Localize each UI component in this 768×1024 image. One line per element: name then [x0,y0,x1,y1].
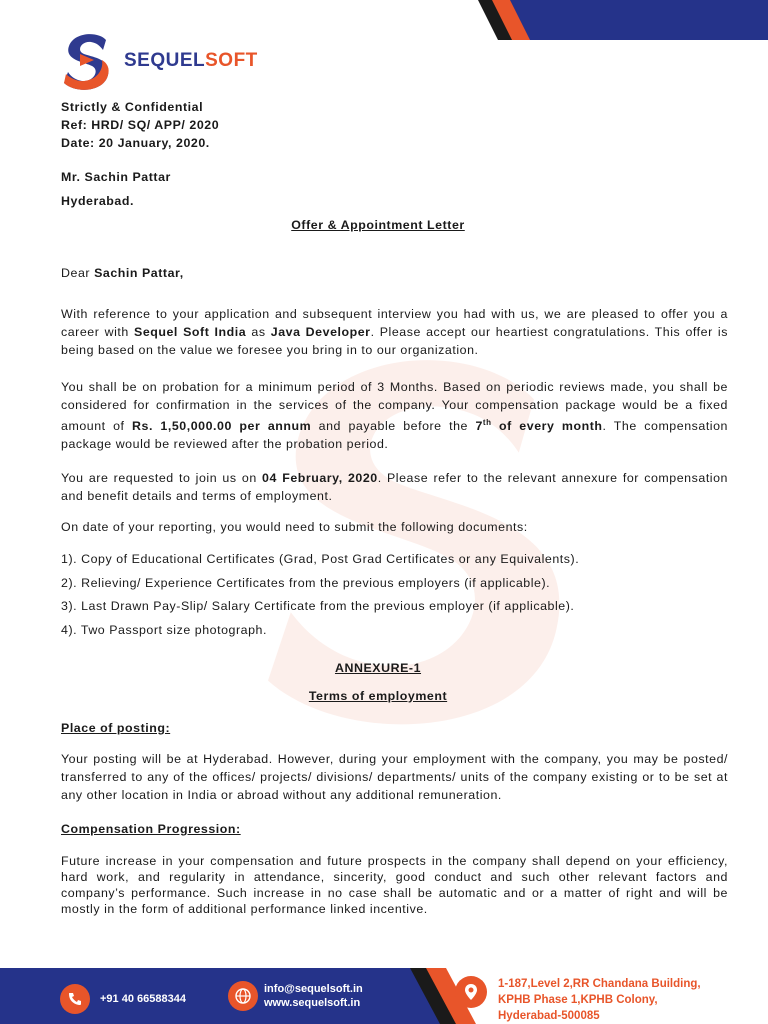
web-contact [264,982,363,1010]
logo-text-soft: SOFT [205,50,258,71]
salutation-name: Sachin Pattar [94,266,180,280]
payment-day-suffix: th [482,418,492,427]
reference-number: Ref: HRD/ SQ/ APP/ 2020 [61,118,220,132]
salary-amount: Rs. 1,50,000.00 per annum [132,419,312,433]
address-line: Hyderabad-500085 [498,1010,600,1022]
address-line: KPHB Phase 1,KPHB Colony, [498,994,658,1006]
letter-date: Date: 20 January, 2020. [61,136,210,150]
payment-day [475,419,602,433]
company-address [498,976,701,1024]
offer-text-2: as [246,325,271,339]
joining-date: 04 February, 2020 [262,471,378,485]
footer-web [228,981,363,1011]
probation-paragraph [61,378,728,453]
offer-paragraph [61,305,728,359]
annexure-title: ANNEXURE-1 [334,661,422,675]
logo-wordmark [124,50,258,72]
recipient-name: Mr. Sachin Pattar [61,170,171,184]
letter-footer [0,968,768,1024]
job-role: Java Developer [270,325,371,339]
probation-text-1: You shall be on probation for a minimum period of 3 Months. Based on periodic reviews made, you shall be considered for confirmation in the services of the company. Your compensation package would be a fixed amount of [61,380,728,433]
letter-subject: Offer & Appointment Letter [291,218,465,232]
top-decoration [478,0,768,40]
logo-text-sequel: SEQUEL [124,50,206,71]
document-item: 2). Relieving/ Experience Certificates from the previous employers (if applicable). [61,576,551,590]
company-logo [60,30,258,92]
posting-heading: Place of posting: [61,721,171,735]
location-pin-icon [455,976,487,1008]
company-name: Sequel Soft India [134,325,247,339]
recipient-city: Hyderabad. [61,194,134,208]
annexure-subtitle: Terms of employment [308,689,448,703]
document-item: 1). Copy of Educational Certificates (Grad, Post Grad Certificates or any Equivalents). [61,552,580,566]
joining-paragraph [61,469,728,505]
offer-text-1: With reference to your application and subsequent interview you had with us, we are pleased to offer you a career with [61,307,728,339]
email-link[interactable]: info@sequelsoft.in [264,983,363,995]
salutation-suffix: , [179,266,184,280]
address-line: 1-187,Level 2,RR Chandana Building, [498,978,701,990]
confidential-label: Strictly & Confidential [61,100,204,114]
document-item: 4). Two Passport size photograph. [61,623,267,637]
offer-text-3: . Please accept our heartiest congratulations. This offer is being based on the value we foresee you bring in to our organization. [61,325,728,357]
compensation-heading: Compensation Progression: [61,822,241,836]
documents-intro: On date of your reporting, you would need to submit the following documents: [61,520,528,534]
document-item: 3). Last Drawn Pay-Slip/ Salary Certificate from the previous employer (if applicable). [61,599,575,613]
website-link[interactable]: www.sequelsoft.in [264,997,361,1009]
salutation [61,266,184,280]
sequelsoft-logo-icon [60,30,116,92]
compensation-paragraph: Future increase in your compensation and future prospects in the company shall depend on your efficiency, hard work, and regularity in attendance, sincerity, good conduct and such other relevant factors and company’s performance. Such increase in no case shall be automatic and or a matter of right and will be mostly in the form of additional performance linked incentive. [61,854,728,916]
globe-icon [228,981,258,1011]
joining-text-2: . Please refer to the relevant annexure for compensation and benefit details and terms of employment. [61,471,728,503]
payment-day-number: 7 [475,419,483,433]
footer-phone [60,984,186,1014]
probation-text-2: and payable before the [311,419,476,433]
joining-text-1: You are requested to join us on [61,471,263,485]
posting-paragraph: Your posting will be at Hyderabad. However, during your employment with the company, you may be posted/ transferred to any of the offices/ projects/ divisions/ departments/ units of the company existing or to be set at any other location in India or abroad without any additional remuneration. [61,752,728,802]
payment-day-rest: of every month [491,419,603,433]
phone-icon [60,984,90,1014]
phone-number[interactable]: +91 40 66588344 [100,993,186,1005]
salutation-prefix: Dear [61,266,95,280]
probation-text-3: . The compensation package would be reviewed after the probation period. [61,419,728,451]
